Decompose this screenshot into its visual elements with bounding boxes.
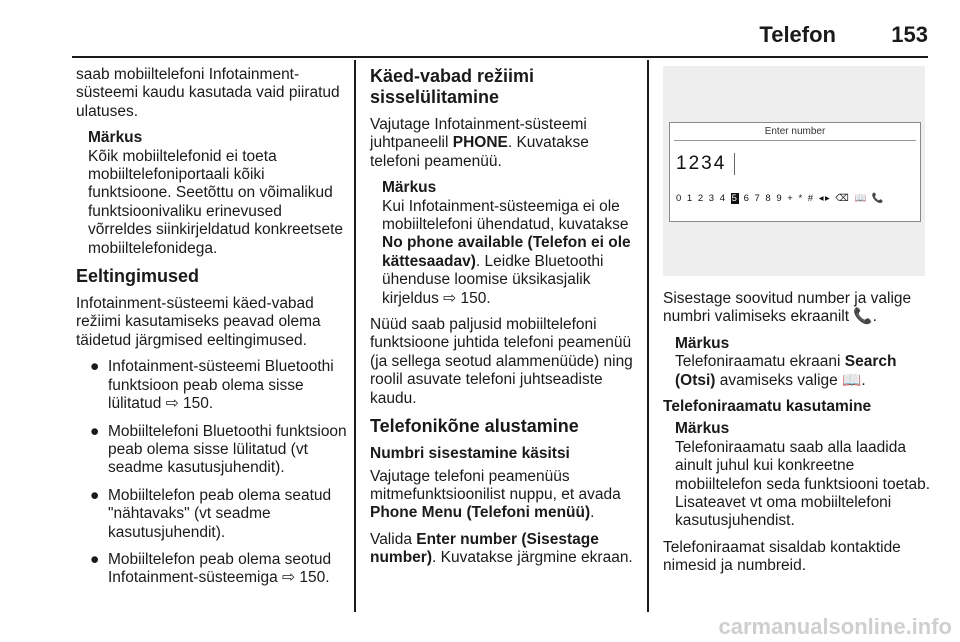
dial-paragraph: Sisestage soovitud number ja valige numbri valimiseks ekraanilt 📞. [663, 290, 912, 326]
list-item: ● Infotainment-süsteemi Bluetoothi funktsioon peab olema sisse lülitatud ⇨ 150. [90, 358, 334, 413]
page-number: 153 [891, 22, 928, 47]
header-rule [72, 56, 928, 58]
bullet-icon: ● [90, 358, 100, 376]
enter-number-paragraph: Valida Enter number (Sisestage number). Kuvatakse järgmine ekraan. [370, 530, 633, 567]
screen-title: Enter number [764, 126, 826, 137]
note-title: Märkus [88, 129, 143, 147]
note-block [382, 179, 638, 308]
bullet-icon: ● [90, 486, 100, 504]
screen-frame [669, 122, 921, 222]
note-title: Märkus [382, 179, 437, 197]
note-text: Telefoniraamatu saab alla laadida ainult juhul kui konkreetne mobiiltelefon seda funktsiooni toetab. Lisateavet vt oma mobiiltelefoni kasutusjuhendist. [675, 438, 931, 530]
column-right [663, 66, 931, 584]
selected-key: 5 [731, 193, 739, 204]
list-item: ● Mobiiltelefon peab olema seotud Infotainment-süsteemiga ⇨ 150. [90, 550, 332, 587]
list-item: ● Mobiiltelefoni Bluetoothi funktsioon peab olema sisse lülitatud (vt seadme kasutusjuhendit). [90, 422, 347, 477]
phone-menu-paragraph: Vajutage telefoni peamenüüs mitmefunktsioonilist nuppu, et avada Phone Menu (Telefoni menüü). [370, 467, 621, 522]
note-block [675, 335, 931, 390]
enter-number-screen-illustration [663, 66, 925, 276]
entered-digits: 1234 [676, 153, 727, 174]
screen-title-divider [674, 140, 916, 141]
column-left [76, 66, 348, 597]
section-heading-call: Telefonikõne alustamine [370, 416, 579, 437]
note-title: Märkus [675, 420, 730, 438]
subheading-phonebook: Telefoniraamatu kasutamine [663, 398, 872, 416]
list-item: ● Mobiiltelefon peab olema seatud "nähtavaks" (vt seadme kasutusjuhendit). [90, 486, 332, 541]
watermark: carmanualsonline.info [718, 613, 952, 639]
handsfree-paragraph: Vajutage Infotainment-süsteemi juhtpaneelil PHONE. Kuvatakse telefoni peamenüü. [370, 116, 589, 170]
note-text: Kõik mobiiltelefonid ei toeta mobiiltelefoniportaali kõiki funktsioone. Seetõttu on võimalikud funktsioonivaliku erinevused võrreldes siinkirjeldatud konkreetsete mobiiltelefonidega. [88, 147, 344, 257]
column-divider-2 [647, 60, 649, 612]
bullet-icon: ● [90, 550, 100, 568]
intro-paragraph: saab mobiiltelefoni Infotainment-süsteemi kaudu kasutada vaid piiratud ulatuses. [76, 66, 340, 120]
note-block [675, 420, 931, 530]
section-heading-prerequisites: Eeltingimused [76, 266, 200, 287]
prerequisites-list [76, 358, 348, 587]
prerequisites-paragraph: Infotainment-süsteemi käed-vabad režiimi kasutamiseks peavad olema täidetud järgmised eeltingimused. [76, 295, 321, 349]
page-header [72, 22, 928, 52]
subheading-manual-entry: Numbri sisestamine käsitsi [370, 445, 570, 463]
page-title: Telefon [759, 22, 836, 47]
section-heading-handsfree: Käed-vabad režiimi sisselülitamine [370, 66, 535, 107]
column-middle [370, 66, 638, 576]
functions-paragraph: Nüüd saab paljusid mobiiltelefoni funktsioone juhtida telefoni peamenüü (ja sellega seotud alammenüüde) ning roolil asuvate telefoni juhtseadiste kaudu. [370, 316, 633, 407]
bullet-icon: ● [90, 422, 100, 440]
column-divider-1 [354, 60, 356, 612]
phonebook-paragraph: Telefoniraamat sisaldab kontaktide nimesid ja numbreid. [663, 538, 901, 575]
text-cursor [734, 153, 735, 175]
note-text: Kui Infotainment-süsteemiga ei ole mobiiltelefoni ühendatud, kuvatakse No phone available (Telefon ei ole kättesaadav). Leidke Bluetoothi ühenduse loomise üksikasjalik kirjeldus ⇨ 150. [382, 197, 631, 307]
note-block [88, 129, 348, 258]
note-text: Telefoniraamatu ekraani Search (Otsi) avamiseks valige 📖. [675, 353, 897, 389]
note-title: Märkus [675, 334, 730, 352]
digit-keyboard: 0 1 2 3 4 5 6 7 8 9 + * # ◂▸ ⌫ 📖 📞 [676, 193, 886, 204]
